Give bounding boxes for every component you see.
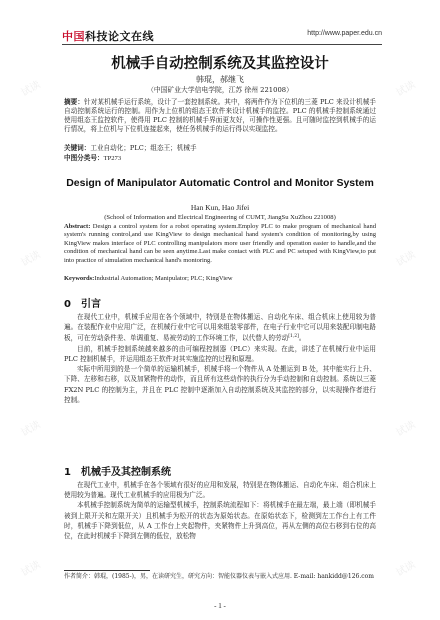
clc-cn-label: 中图分类号： <box>64 154 104 162</box>
watermark: 试读 <box>19 79 43 99</box>
page-header <box>62 28 382 45</box>
section-0-para-3: 实际中所用到的是一个简单的运输机械手，机械手将一个物件从 A 处搬运到 B 处，其中能实行上升、下降、左移和右移，以及加紧物件的动作，而且所有这些动作的执行分为手动控制和自动控制。系统以三菱 FX2N PLC 的控制为主，并且在 PLC 控制中逐渐加入自动控制系统及其监控的部分，以实现操作者进行控制。 <box>64 365 376 404</box>
section-1-title: 1 机械手及其控制系统 <box>64 467 171 478</box>
section-0-title: 0 引言 <box>64 299 101 310</box>
watermark: 试读 <box>394 79 418 99</box>
header-url[interactable]: http://www.paper.edu.cn <box>307 30 382 37</box>
watermark: 试读 <box>19 559 43 579</box>
section-0-para-1-end: 。 <box>298 334 306 343</box>
watermark: 试读 <box>394 249 418 269</box>
section-1-para-1: 在现代工业中，机械手在各个领域有很好的应用和发展，特别是在物体搬运、自动化车床、组合机床上使用较为普遍。现代工业机械手的应用极为广泛。 <box>64 481 376 500</box>
watermark: 试读 <box>19 249 43 269</box>
authors-en: Han Kun, Hao Jifei <box>190 203 250 212</box>
section-0-para-2: 目前，机械手控制系统越来越多的由可编程控制器（PLC）来实现。在此，讲述了在机械行业中运用 PLC 控制机械手，并运用组态王软件对其实施监控的过程和原理。 <box>64 344 376 363</box>
footnote-author: 作者简介：韩琨，(1985-)，男，在读研究生，研究方向：智能仪器仪表与嵌入式应用. E-mail: hankidd@126.com <box>64 573 374 580</box>
keywords-cn-label: 关键词： <box>64 144 91 152</box>
section-0-para-1 <box>64 312 376 344</box>
watermark: 试读 <box>19 419 43 439</box>
watermark: 试读 <box>394 419 418 439</box>
logo-part-2: 科技论文在线 <box>85 30 154 43</box>
abstract-cn-text: 针对某机械手运行系统，设计了一套控制系统。其中，将两件作为下位机的三菱 PLC 来设计机械手自动控制系统运行的控制。用作为上位机的组态王软件来设计机械手的监控。PLC 的机械手控制系统通过使用组态王监控软件，使得用 PLC 控制的机械手界面更友好，可操作性更强。且可随时监控到机械手的运行情况，将上位机与下位机连接起来，使任务机械手的运行得以实现监控。 <box>64 98 376 134</box>
abstract-en <box>64 223 376 265</box>
abstract-cn <box>64 98 376 134</box>
clc-cn-text: TP273 <box>103 155 122 162</box>
citation-ref[interactable]: [1,2] <box>288 334 299 340</box>
footnote-divider <box>64 570 150 571</box>
keywords-cn-text: 工业自动化；PLC；组态王；机械手 <box>90 144 197 152</box>
keywords-en <box>64 274 376 283</box>
affiliation-cn: （中国矿业大学信电学院，江苏 徐州 221008） <box>147 86 293 94</box>
section-0-para-1-text: 在现代工业中，机械手应用在各个领域中，特别是在物体搬运、自动化车床、组合机床上使用较为普遍。在装配作业中应用广泛，在机械行业中它可以用来组装零部件，在电子行业中它可以用来装配印制电路板，可在劳动条件差、单调重复、易被劳动的工作环境工作，以代替人的劳动 <box>64 313 376 343</box>
section-1-para-2: 本机械手控制系统为简单的运输型机械手，控制系统流程如下：将机械手在最左端，最上端（即机械手被到上限开关和左限开关）且机械手为松开的状态为原始状态。在原始状态下，检测到左工作台上有工件时，机械手下降到低位，从 A 工作台上夹起物件，夹紧物件上升到高位，再从左侧的高位右移到右位的高位，在此时机械手下降到左侧的低位，放松物 <box>64 501 376 541</box>
section-0-body <box>64 312 376 405</box>
affiliation-en: (School of Information and Electrical Engineering of CUMT, JiangSu XuZhou 221008) <box>104 214 336 221</box>
abstract-en-text: Design a control system for a robot operating system.Employ PLC to make program of mechanical hand system's running control,and use KingView to design mechanical hand system's condition of monitoring,by using KingView makes interface of PLC controlling manipulators more user friendly and operation easier to handle,and the condition of mechanical hand can be seen anytime.Last make contact with PLC and PC setuped with KingView,to put into practice of simulation mechanical hand's montoring. <box>64 223 376 264</box>
page-number: - 1 - <box>214 602 226 610</box>
title-en: Design of Manipulator Automatic Control and Monitor System <box>66 177 374 189</box>
keywords-cn <box>64 144 376 153</box>
section-1-body <box>64 480 376 541</box>
authors-cn: 韩琨，郝继飞 <box>196 75 244 84</box>
keywords-en-label: Keywords: <box>64 275 95 282</box>
abstract-cn-label: 摘要： <box>64 98 85 106</box>
journal-logo[interactable] <box>62 28 154 44</box>
clc-cn <box>64 154 376 163</box>
abstract-en-label: Abstract: <box>64 223 91 230</box>
keywords-en-text: Industrial Automation; Manipulator; PLC; KingView <box>94 275 233 282</box>
title-cn: 机械手自动控制系统及其监控设计 <box>111 56 329 72</box>
logo-part-1: 中国 <box>62 30 85 43</box>
watermark: 试读 <box>394 559 418 579</box>
